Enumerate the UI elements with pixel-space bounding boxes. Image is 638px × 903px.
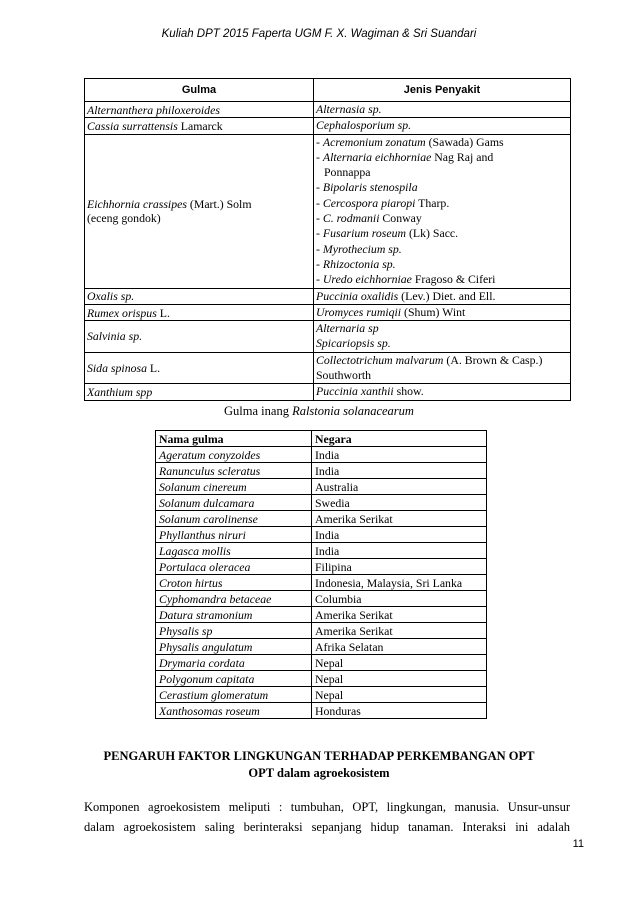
disease-item [316, 272, 568, 287]
page-header: Kuliah DPT 2015 Faperta UGM F. X. Wagiman & Sri Suandari [161, 28, 477, 40]
table-row [156, 543, 487, 559]
weed-name: Phyllanthus niruri [159, 527, 246, 542]
disease-item [316, 242, 568, 257]
weed-name: Alternanthera philoxeroides [87, 102, 220, 117]
weed-cell [85, 304, 314, 320]
list-dash: - [316, 195, 323, 210]
weed-cell [85, 102, 314, 118]
table-row [156, 591, 487, 607]
pathogen-name: Puccinia xanthii [316, 384, 394, 399]
pathogen-author: show. [393, 384, 424, 399]
table-row [156, 511, 487, 527]
disease-item [316, 135, 568, 150]
weed-name-cell [156, 447, 312, 463]
pathogen-name: Alternaria eichhorniae [322, 149, 432, 164]
list-dash: - [316, 211, 323, 226]
weed-name: Drymaria cordata [159, 655, 245, 670]
weed-name-cell [156, 543, 312, 559]
section-subtitle: OPT dalam agroekosistem [248, 766, 390, 780]
weed-name: Solanum cinereum [159, 479, 247, 494]
disease-cell [314, 288, 571, 304]
weed-name-cell [156, 479, 312, 495]
disease-item [316, 102, 568, 117]
pathogen-author: Southworth [316, 368, 372, 383]
disease-list [316, 384, 568, 399]
disease-item [316, 384, 568, 399]
paragraph-line: Komponen agroekosistem meliputi : tumbuhan, OPT, lingkungan, manusia. Unsur-unsur [84, 800, 570, 814]
disease-item [316, 211, 568, 226]
pathogen-author: (A. Brown & Casp.) [443, 352, 543, 367]
weed-name-cell [156, 703, 312, 719]
list-dash: - [316, 226, 323, 241]
disease-list [316, 135, 568, 288]
weed-name: Datura stramonium [159, 607, 253, 622]
pathogen-name: Uredo eichhorniae [322, 272, 412, 287]
table-row [85, 384, 571, 400]
disease-item [316, 321, 568, 336]
weed-name: Xanthosomas roseum [159, 703, 260, 718]
disease-list [316, 102, 568, 117]
table-row [156, 607, 487, 623]
weed-name: Ranunculus scleratus [159, 463, 261, 478]
disease-item [316, 336, 568, 351]
table-row [156, 463, 487, 479]
disease-cell [314, 384, 571, 400]
table-row [85, 288, 571, 304]
table-header-row [156, 431, 487, 447]
country-cell: India [312, 527, 487, 543]
weed-name-cell [156, 639, 312, 655]
table-row [85, 118, 571, 134]
pathogen-name: Alternaria sp [316, 321, 379, 336]
column-header-gulma: Gulma [85, 79, 314, 102]
table-row [156, 527, 487, 543]
table-row [156, 703, 487, 719]
page-number: 11 [572, 838, 584, 850]
table-row [156, 623, 487, 639]
pathogen-name: Collectotrichum malvarum [316, 352, 444, 367]
country-cell: Swedia [312, 495, 487, 511]
disease-item [316, 257, 568, 272]
country-cell: Australia [312, 479, 487, 495]
weed-name-cell [156, 687, 312, 703]
weed-name-cell [156, 623, 312, 639]
country-cell: Nepal [312, 687, 487, 703]
disease-list [316, 289, 568, 304]
table-row [85, 352, 571, 384]
pathogen-name: Cercospora piaropi [322, 195, 416, 210]
table-header-row [85, 79, 571, 102]
pathogen-name: C. rodmanii [322, 211, 380, 226]
disease-list [316, 353, 568, 384]
weed-author: L. [146, 361, 161, 376]
column-header-jenis-penyakit: Jenis Penyakit [314, 79, 571, 102]
country-cell: Amerika Serikat [312, 607, 487, 623]
disease-item [316, 289, 568, 304]
country-cell: India [312, 463, 487, 479]
pathogen-author: Nag Raj and [431, 149, 494, 164]
table-row [156, 479, 487, 495]
weed-disease-table [84, 78, 571, 401]
pathogen-name: Rhizoctonia sp. [322, 256, 396, 271]
disease-list [316, 305, 568, 320]
weed-name: Solanum dulcamara [159, 495, 255, 510]
weed-name: Croton hirtus [159, 575, 223, 590]
weed-name-cell [156, 463, 312, 479]
disease-cell [314, 134, 571, 288]
disease-item [316, 180, 568, 195]
pathogen-name: Alternasia sp. [316, 102, 382, 116]
weed-cell [85, 384, 314, 400]
table-row [156, 687, 487, 703]
table-row [85, 321, 571, 353]
weed-name-cell [156, 511, 312, 527]
table-row [156, 639, 487, 655]
pathogen-name: Cephalosporium sp. [316, 118, 412, 133]
pathogen-author: Fragoso & Ciferi [411, 272, 496, 287]
host-weed-table [155, 430, 487, 719]
pathogen-author: Tharp. [415, 195, 450, 210]
disease-item [316, 150, 568, 181]
pathogen-name: Myrothecium sp. [322, 241, 402, 256]
table-row [85, 304, 571, 320]
country-cell: Afrika Selatan [312, 639, 487, 655]
country-cell: Nepal [312, 655, 487, 671]
table-row [156, 671, 487, 687]
weed-name: Eichhornia crassipes [87, 197, 187, 212]
disease-cell [314, 321, 571, 353]
weed-cell [85, 134, 314, 288]
weed-name-cell [156, 559, 312, 575]
table-row [156, 447, 487, 463]
pathogen-name: Puccinia oxalidis [316, 288, 399, 303]
pathogen-name: Acremonium zonatum [322, 134, 426, 149]
list-dash: - [316, 149, 323, 164]
body-paragraph [84, 797, 570, 837]
weed-name: Rumex orispus [87, 305, 157, 320]
weed-name: Cyphomandra betaceae [159, 591, 272, 606]
weed-common-name: (eceng gondok) [87, 211, 161, 226]
weed-name-cell [156, 671, 312, 687]
weed-name-cell [156, 607, 312, 623]
list-dash: - [316, 241, 323, 256]
weed-name: Physalis angulatum [159, 639, 253, 654]
pathogen-author: Conway [379, 211, 422, 226]
weed-name: Solanum carolinense [159, 511, 258, 526]
table-row [156, 655, 487, 671]
weed-name: Salvinia sp. [87, 329, 143, 344]
country-cell: India [312, 543, 487, 559]
pathogen-name: Spicariopsis sp. [316, 336, 391, 351]
disease-cell [314, 304, 571, 320]
table-row [85, 134, 571, 288]
disease-item [316, 196, 568, 211]
disease-item [316, 118, 568, 133]
column-header-nama-gulma: Nama gulma [156, 431, 312, 447]
weed-author: Lamarck [177, 118, 223, 133]
country-cell: India [312, 447, 487, 463]
weed-name: Oxalis sp. [87, 289, 135, 304]
weed-name-cell [156, 655, 312, 671]
country-cell: Columbia [312, 591, 487, 607]
table-row [85, 102, 571, 118]
weed-name-cell [156, 495, 312, 511]
list-dash: - [316, 180, 323, 195]
country-cell: Amerika Serikat [312, 623, 487, 639]
pathogen-author: (Lk) Sacc. [406, 226, 459, 241]
weed-author: L. [156, 305, 170, 320]
disease-cell [314, 352, 571, 384]
country-cell: Indonesia, Malaysia, Sri Lanka [312, 575, 487, 591]
section-title: PENGARUH FAKTOR LINGKUNGAN TERHADAP PERKEMBANGAN OPT [103, 749, 535, 763]
disease-cell [314, 102, 571, 118]
list-dash: - [316, 256, 323, 271]
pathogen-author-continued: Ponnappa [324, 165, 371, 180]
pathogen-author: (Lev.) Diet. and Ell. [398, 288, 496, 303]
disease-list [316, 118, 568, 133]
table-row [156, 495, 487, 511]
weed-name-cell [156, 527, 312, 543]
weed-author: (Mart.) Solm [186, 197, 252, 212]
weed-cell [85, 288, 314, 304]
list-dash: - [316, 134, 323, 149]
country-cell: Amerika Serikat [312, 511, 487, 527]
country-cell: Nepal [312, 671, 487, 687]
disease-item [316, 353, 568, 368]
caption-species: Ralstonia solanacearum [292, 404, 414, 418]
weed-name: Polygonum capitata [159, 671, 255, 686]
caption-text: Gulma inang [224, 404, 293, 418]
disease-list [316, 321, 568, 352]
weed-cell [85, 118, 314, 134]
weed-name: Sida spinosa [87, 361, 147, 376]
paragraph-line: dalam agroekosistem saling berinteraksi sepanjang hidup tanaman. Interaksi ini adalah [84, 820, 570, 834]
weed-name: Cassia surrattensis [87, 118, 178, 133]
disease-item [316, 305, 568, 320]
country-cell: Filipina [312, 559, 487, 575]
table2-caption [0, 404, 638, 419]
disease-item [316, 226, 568, 241]
pathogen-name: Uromyces rumiqii [316, 304, 402, 319]
weed-name: Ageratum conyzoides [159, 447, 261, 462]
pathogen-author: (Sawada) Gams [425, 134, 504, 149]
weed-name: Lagasca mollis [159, 543, 231, 558]
weed-name-cell [156, 575, 312, 591]
country-cell: Honduras [312, 703, 487, 719]
disease-cell [314, 118, 571, 134]
pathogen-name: Bipolaris stenospila [322, 180, 418, 195]
weed-cell [85, 321, 314, 353]
weed-name: Portulaca oleracea [159, 559, 251, 574]
pathogen-author: (Shum) Wint [401, 304, 466, 319]
disease-item [316, 368, 568, 383]
weed-cell [85, 352, 314, 384]
weed-name: Xanthium spp [87, 384, 153, 399]
table-row [156, 559, 487, 575]
list-dash: - [316, 272, 323, 287]
table-row [156, 575, 487, 591]
weed-name: Physalis sp [159, 623, 213, 638]
pathogen-name: Fusarium roseum [322, 226, 407, 241]
weed-name-cell [156, 591, 312, 607]
weed-name: Cerastium glomeratum [159, 687, 269, 702]
column-header-negara: Negara [312, 431, 487, 447]
